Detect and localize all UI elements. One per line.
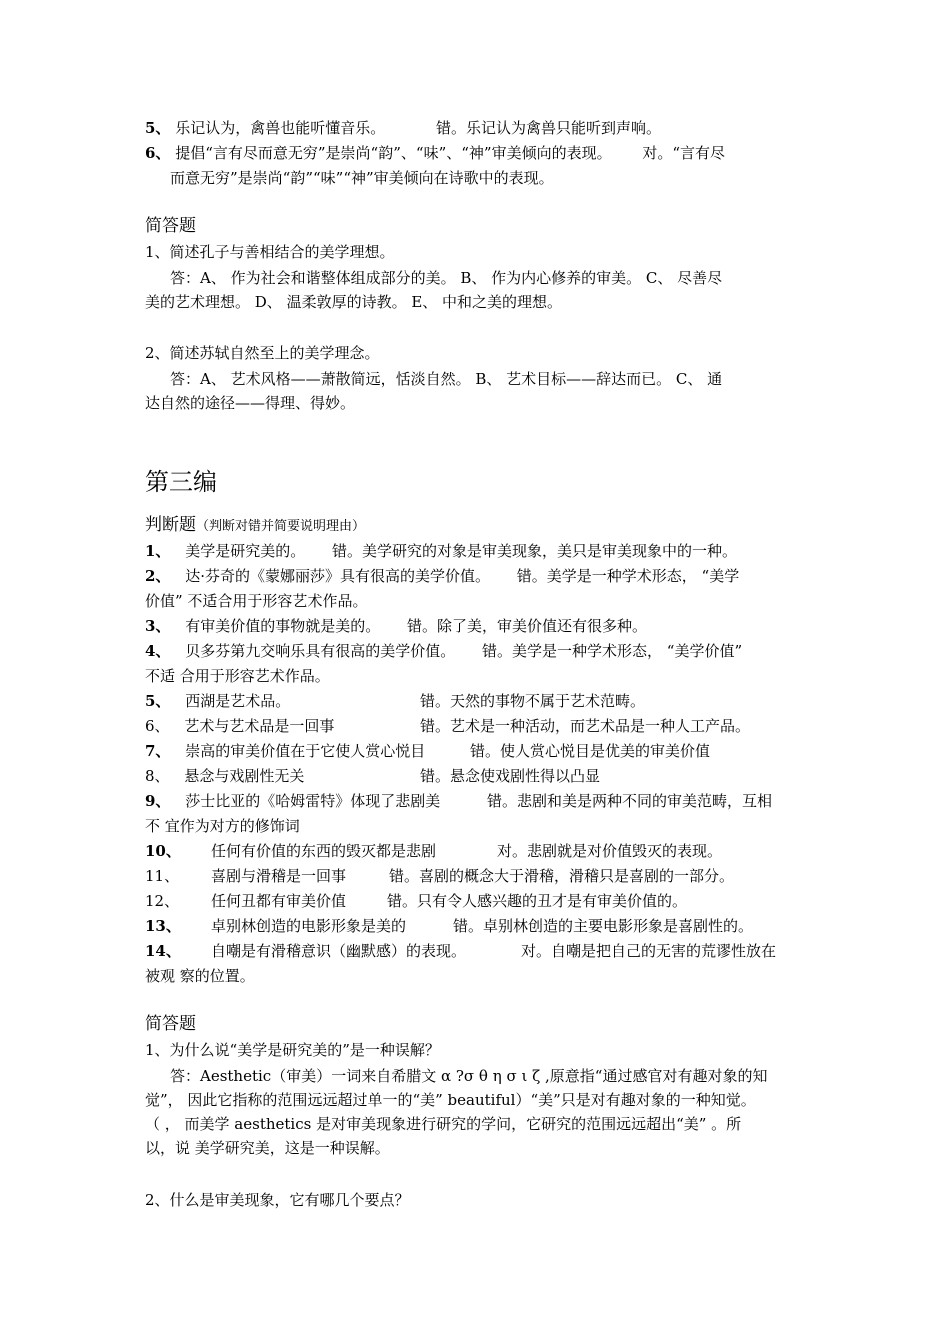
- item-answer: 错。悬念使戏剧性得以凸显: [420, 767, 601, 785]
- judge-item: [145, 616, 647, 636]
- item-answer: 对。悲剧就是对价值毁灭的表现。: [497, 842, 723, 860]
- item-question: 莎士比亚的《哈姆雷特》体现了悲剧美: [185, 792, 441, 810]
- item-question: 崇高的审美价值在于它使人赏心悦目: [185, 742, 426, 760]
- question: 1、简述孔子与善相结合的美学理想。: [145, 243, 395, 261]
- judge-item: [145, 566, 739, 586]
- answer-line: （ ， 而美学 aesthetics 是对审美现象进行研究的学问，它研究的范围远远超出“美” 。所: [145, 1115, 742, 1133]
- item-number: 1、: [145, 542, 171, 560]
- item-number: 5、: [145, 119, 171, 137]
- item-question: 自嘲是有滑稽意识（幽默感）的表现。: [211, 942, 467, 960]
- section-heading: 判断题: [145, 515, 196, 535]
- item-answer: 对。自嘲是把自己的无害的荒谬性放在: [521, 942, 777, 960]
- item-question: 喜剧与滑稽是一回事: [211, 867, 347, 885]
- item-number: 3、: [145, 617, 171, 635]
- answer-line: 答：Aesthetic（审美）一词来自希腊文 α ?σ θ η σ ι ζ ,原意指“通过感官对有趣对象的知: [170, 1067, 768, 1085]
- question: 2、什么是审美现象，它有哪几个要点？: [145, 1191, 410, 1209]
- item-question: 提倡“言有尽而意无穷”是崇尚“韵”、“味”、“神”审美倾向的表现。: [175, 144, 612, 162]
- item-number: 10、: [145, 842, 181, 860]
- answer-line: 达自然的途径——得理、得妙。: [145, 394, 356, 412]
- judge-item: [145, 891, 688, 911]
- item-answer-continued: 不 宜作为对方的修饰词: [145, 817, 300, 835]
- item-question: 艺术与艺术品是一回事: [184, 717, 335, 735]
- item-answer: 错。喜剧的概念大于滑稽，滑稽只是喜剧的一部分。: [389, 867, 735, 885]
- section-subheading: （判断对错并简要说明理由）: [196, 519, 366, 534]
- item-question: 达·芬奇的《蒙娜丽莎》具有很高的美学价值。: [185, 567, 490, 585]
- item-question: 悬念与戏剧性无关: [184, 767, 305, 785]
- judge-item: [145, 741, 711, 761]
- judge-item: [145, 716, 751, 736]
- item-question: 任何有价值的东西的毁灭都是悲剧: [211, 842, 437, 860]
- item-answer: 错。天然的事物不属于艺术范畴。: [420, 692, 646, 710]
- item-number: 5、: [145, 692, 171, 710]
- item-answer: 错。悲剧和美是两种不同的审美范畴，互相: [487, 792, 773, 810]
- item-answer-continued: 被观 察的位置。: [145, 967, 255, 985]
- section-heading: 简答题: [145, 216, 196, 236]
- item-question: 卓别林创造的电影形象是美的: [211, 917, 407, 935]
- item-question: 乐记认为，禽兽也能听懂音乐。: [175, 119, 386, 137]
- part-title: 第三编: [145, 468, 217, 496]
- item-answer: 错。美学是一种学术形态， “美学价值”: [482, 642, 743, 660]
- item-number: 9、: [145, 792, 171, 810]
- question: 1、为什么说“美学是研究美的”是一种误解？: [145, 1041, 440, 1059]
- top-item-6: [145, 143, 725, 163]
- judge-item: [145, 691, 646, 711]
- answer-line: 美的艺术理想。 D、 温柔敦厚的诗教。 E、 中和之美的理想。: [145, 293, 563, 311]
- judge-item: [145, 941, 777, 961]
- judge-item: [145, 791, 773, 811]
- item-answer: 错。美学研究的对象是审美现象，美只是审美现象中的一种。: [332, 542, 738, 560]
- item-question: 任何丑都有审美价值: [211, 892, 347, 910]
- item-answer: 错。除了美，审美价值还有很多种。: [407, 617, 648, 635]
- item-question: 美学是研究美的。: [185, 542, 306, 560]
- item-answer: 错。艺术是一种活动，而艺术品是一种人工产品。: [420, 717, 751, 735]
- judge-item: [145, 766, 601, 786]
- item-number: 14、: [145, 942, 181, 960]
- item-answer: 错。使人赏心悦目是优美的审美价值: [470, 742, 711, 760]
- answer-line: 以，说 美学研究美，这是一种误解。: [145, 1139, 390, 1157]
- judge-heading: [145, 514, 365, 538]
- item-number: 6、: [145, 144, 171, 162]
- item-answer-continued: 不适 合用于形容艺术作品。: [145, 667, 330, 685]
- judge-item: [145, 841, 723, 861]
- question: 2、简述苏轼自然至上的美学理念。: [145, 344, 380, 362]
- section-heading: 简答题: [145, 1014, 196, 1034]
- answer-line: 答：A、 作为社会和谐整体组成部分的美。 B、 作为内心修养的审美。 C、 尽善尽: [170, 269, 723, 287]
- item-answer: 错。卓别林创造的主要电影形象是喜剧性的。: [453, 917, 754, 935]
- item-number: 2、: [145, 567, 171, 585]
- item-number: 7、: [145, 742, 171, 760]
- item-number: 11、: [145, 867, 180, 885]
- item-question: 有审美价值的事物就是美的。: [185, 617, 381, 635]
- item-question: 西湖是艺术品。: [185, 692, 291, 710]
- item-number: 13、: [145, 917, 181, 935]
- item-question: 贝多芬第九交响乐具有很高的美学价值。: [185, 642, 456, 660]
- judge-item: [145, 541, 737, 561]
- judge-item: [145, 866, 735, 886]
- item-answer-continued: 价值” 不适合用于形容艺术作品。: [145, 592, 368, 610]
- item-number: 6、: [145, 717, 170, 735]
- answer-line: 答：A、 艺术风格——萧散简远，恬淡自然。 B、 艺术目标——辞达而已。 C、 通: [170, 370, 723, 388]
- judge-item: [145, 641, 742, 661]
- item-answer: 错。乐记认为禽兽只能听到声响。: [436, 119, 662, 137]
- item-answer: 对。“言有尽: [642, 144, 726, 162]
- item-answer-continued: 而意无穷”是崇尚“韵”“味”“神”审美倾向在诗歌中的表现。: [170, 169, 554, 187]
- top-item-5: [145, 118, 661, 138]
- item-number: 4、: [145, 642, 171, 660]
- item-number: 8、: [145, 767, 170, 785]
- item-answer: 错。美学是一种学术形态， “美学: [516, 567, 740, 585]
- item-answer: 错。只有令人感兴趣的丑才是有审美价值的。: [387, 892, 688, 910]
- item-number: 12、: [145, 892, 180, 910]
- answer-line: 觉”， 因此它指称的范围远远超过单一的“美” beautiful）“美”只是对有趣对象的一种知觉。: [145, 1091, 756, 1109]
- judge-item: [145, 916, 754, 936]
